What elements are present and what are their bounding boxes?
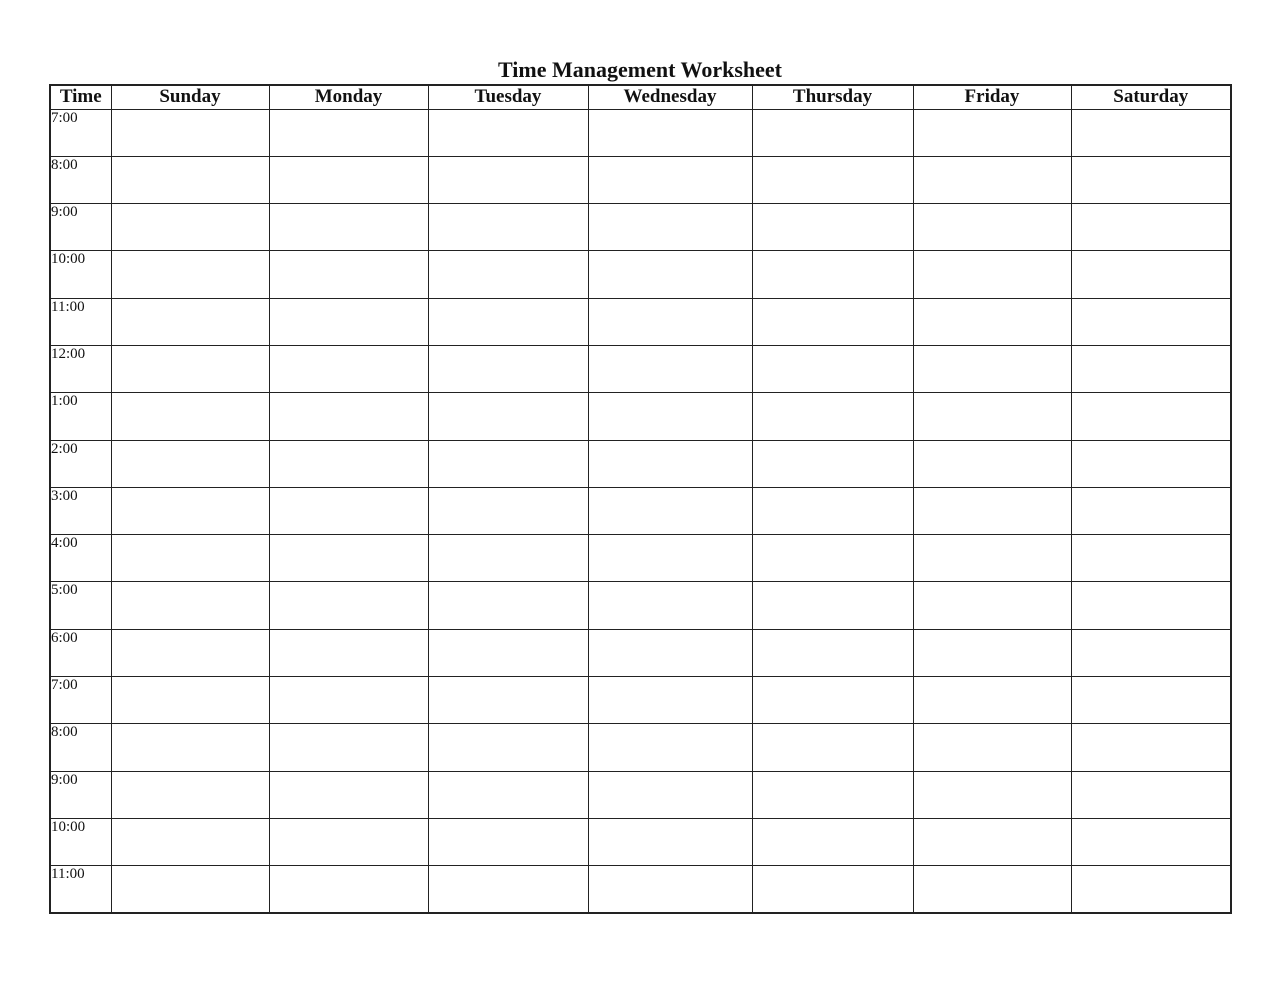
slot-cell-sunday[interactable] bbox=[111, 345, 269, 392]
table-row bbox=[50, 818, 1231, 865]
time-column-header: Time bbox=[50, 85, 111, 109]
slot-cell-monday[interactable] bbox=[269, 677, 428, 724]
slot-cell-friday[interactable] bbox=[913, 109, 1071, 156]
slot-cell-thursday[interactable] bbox=[752, 204, 913, 251]
slot-cell-friday[interactable] bbox=[913, 487, 1071, 534]
slot-cell-monday[interactable] bbox=[269, 582, 428, 629]
slot-cell-sunday[interactable] bbox=[111, 629, 269, 676]
slot-cell-wednesday[interactable] bbox=[588, 156, 752, 203]
slot-cell-thursday[interactable] bbox=[752, 629, 913, 676]
slot-cell-saturday[interactable] bbox=[1071, 629, 1231, 676]
slot-cell-sunday[interactable] bbox=[111, 582, 269, 629]
slot-cell-monday[interactable] bbox=[269, 251, 428, 298]
slot-cell-saturday[interactable] bbox=[1071, 156, 1231, 203]
table-row bbox=[50, 345, 1231, 392]
slot-cell-saturday[interactable] bbox=[1071, 393, 1231, 440]
time-label: 7:00 bbox=[50, 109, 111, 156]
slot-cell-monday[interactable] bbox=[269, 204, 428, 251]
time-label: 7:00 bbox=[50, 677, 111, 724]
slot-cell-thursday[interactable] bbox=[752, 393, 913, 440]
slot-cell-tuesday[interactable] bbox=[428, 393, 588, 440]
slot-cell-monday[interactable] bbox=[269, 629, 428, 676]
slot-cell-sunday[interactable] bbox=[111, 724, 269, 771]
slot-cell-friday[interactable] bbox=[913, 156, 1071, 203]
slot-cell-sunday[interactable] bbox=[111, 818, 269, 865]
slot-cell-tuesday[interactable] bbox=[428, 771, 588, 818]
table-row bbox=[50, 298, 1231, 345]
slot-cell-monday[interactable] bbox=[269, 298, 428, 345]
slot-cell-friday[interactable] bbox=[913, 771, 1071, 818]
time-label: 3:00 bbox=[50, 487, 111, 534]
day-header-thursday: Thursday bbox=[752, 85, 913, 109]
slot-cell-wednesday[interactable] bbox=[588, 866, 752, 913]
slot-cell-friday[interactable] bbox=[913, 535, 1071, 582]
worksheet-title: Time Management Worksheet bbox=[498, 57, 782, 82]
slot-cell-wednesday[interactable] bbox=[588, 251, 752, 298]
table-row bbox=[50, 535, 1231, 582]
slot-cell-wednesday[interactable] bbox=[588, 629, 752, 676]
slot-cell-sunday[interactable] bbox=[111, 109, 269, 156]
slot-cell-tuesday[interactable] bbox=[428, 440, 588, 487]
table-row bbox=[50, 440, 1231, 487]
slot-cell-sunday[interactable] bbox=[111, 771, 269, 818]
table-row bbox=[50, 677, 1231, 724]
time-label: 2:00 bbox=[50, 440, 111, 487]
slot-cell-thursday[interactable] bbox=[752, 866, 913, 913]
slot-cell-monday[interactable] bbox=[269, 440, 428, 487]
slot-cell-tuesday[interactable] bbox=[428, 866, 588, 913]
slot-cell-sunday[interactable] bbox=[111, 251, 269, 298]
slot-cell-sunday[interactable] bbox=[111, 204, 269, 251]
slot-cell-wednesday[interactable] bbox=[588, 109, 752, 156]
time-label: 10:00 bbox=[50, 818, 111, 865]
slot-cell-saturday[interactable] bbox=[1071, 582, 1231, 629]
table-row bbox=[50, 156, 1231, 203]
slot-cell-thursday[interactable] bbox=[752, 582, 913, 629]
slot-cell-saturday[interactable] bbox=[1071, 109, 1231, 156]
slot-cell-thursday[interactable] bbox=[752, 724, 913, 771]
day-header-sunday: Sunday bbox=[111, 85, 269, 109]
slot-cell-tuesday[interactable] bbox=[428, 677, 588, 724]
slot-cell-monday[interactable] bbox=[269, 487, 428, 534]
slot-cell-saturday[interactable] bbox=[1071, 440, 1231, 487]
slot-cell-tuesday[interactable] bbox=[428, 629, 588, 676]
slot-cell-monday[interactable] bbox=[269, 393, 428, 440]
slot-cell-tuesday[interactable] bbox=[428, 487, 588, 534]
schedule-body bbox=[50, 109, 1231, 913]
slot-cell-monday[interactable] bbox=[269, 724, 428, 771]
slot-cell-tuesday[interactable] bbox=[428, 345, 588, 392]
day-header-wednesday: Wednesday bbox=[588, 85, 752, 109]
table-row bbox=[50, 393, 1231, 440]
slot-cell-monday[interactable] bbox=[269, 818, 428, 865]
schedule-table bbox=[49, 84, 1232, 914]
slot-cell-wednesday[interactable] bbox=[588, 724, 752, 771]
slot-cell-sunday[interactable] bbox=[111, 866, 269, 913]
slot-cell-friday[interactable] bbox=[913, 866, 1071, 913]
slot-cell-monday[interactable] bbox=[269, 535, 428, 582]
slot-cell-thursday[interactable] bbox=[752, 677, 913, 724]
slot-cell-monday[interactable] bbox=[269, 156, 428, 203]
slot-cell-friday[interactable] bbox=[913, 582, 1071, 629]
slot-cell-thursday[interactable] bbox=[752, 440, 913, 487]
slot-cell-wednesday[interactable] bbox=[588, 345, 752, 392]
slot-cell-thursday[interactable] bbox=[752, 251, 913, 298]
slot-cell-saturday[interactable] bbox=[1071, 251, 1231, 298]
table-row bbox=[50, 582, 1231, 629]
slot-cell-wednesday[interactable] bbox=[588, 204, 752, 251]
slot-cell-friday[interactable] bbox=[913, 440, 1071, 487]
table-row bbox=[50, 771, 1231, 818]
slot-cell-friday[interactable] bbox=[913, 345, 1071, 392]
slot-cell-wednesday[interactable] bbox=[588, 677, 752, 724]
slot-cell-saturday[interactable] bbox=[1071, 771, 1231, 818]
slot-cell-sunday[interactable] bbox=[111, 440, 269, 487]
slot-cell-friday[interactable] bbox=[913, 298, 1071, 345]
time-label: 10:00 bbox=[50, 251, 111, 298]
table-row bbox=[50, 487, 1231, 534]
slot-cell-monday[interactable] bbox=[269, 109, 428, 156]
header-row bbox=[50, 85, 1231, 109]
slot-cell-saturday[interactable] bbox=[1071, 677, 1231, 724]
time-label: 4:00 bbox=[50, 535, 111, 582]
slot-cell-tuesday[interactable] bbox=[428, 535, 588, 582]
slot-cell-sunday[interactable] bbox=[111, 487, 269, 534]
slot-cell-friday[interactable] bbox=[913, 724, 1071, 771]
slot-cell-wednesday[interactable] bbox=[588, 818, 752, 865]
slot-cell-sunday[interactable] bbox=[111, 393, 269, 440]
slot-cell-saturday[interactable] bbox=[1071, 298, 1231, 345]
slot-cell-saturday[interactable] bbox=[1071, 487, 1231, 534]
slot-cell-saturday[interactable] bbox=[1071, 204, 1231, 251]
slot-cell-sunday[interactable] bbox=[111, 677, 269, 724]
time-label: 8:00 bbox=[50, 156, 111, 203]
slot-cell-saturday[interactable] bbox=[1071, 866, 1231, 913]
slot-cell-wednesday[interactable] bbox=[588, 771, 752, 818]
table-row bbox=[50, 724, 1231, 771]
slot-cell-tuesday[interactable] bbox=[428, 818, 588, 865]
slot-cell-thursday[interactable] bbox=[752, 487, 913, 534]
slot-cell-tuesday[interactable] bbox=[428, 298, 588, 345]
time-label: 8:00 bbox=[50, 724, 111, 771]
slot-cell-saturday[interactable] bbox=[1071, 818, 1231, 865]
time-label: 9:00 bbox=[50, 204, 111, 251]
slot-cell-thursday[interactable] bbox=[752, 156, 913, 203]
slot-cell-thursday[interactable] bbox=[752, 109, 913, 156]
slot-cell-thursday[interactable] bbox=[752, 771, 913, 818]
time-label: 9:00 bbox=[50, 771, 111, 818]
slot-cell-monday[interactable] bbox=[269, 345, 428, 392]
table-row bbox=[50, 204, 1231, 251]
day-header-friday: Friday bbox=[913, 85, 1071, 109]
slot-cell-thursday[interactable] bbox=[752, 345, 913, 392]
slot-cell-sunday[interactable] bbox=[111, 298, 269, 345]
slot-cell-tuesday[interactable] bbox=[428, 109, 588, 156]
time-label: 11:00 bbox=[50, 866, 111, 913]
slot-cell-friday[interactable] bbox=[913, 818, 1071, 865]
slot-cell-saturday[interactable] bbox=[1071, 345, 1231, 392]
day-header-saturday: Saturday bbox=[1071, 85, 1231, 109]
slot-cell-thursday[interactable] bbox=[752, 298, 913, 345]
day-header-tuesday: Tuesday bbox=[428, 85, 588, 109]
slot-cell-monday[interactable] bbox=[269, 771, 428, 818]
table-row bbox=[50, 629, 1231, 676]
slot-cell-thursday[interactable] bbox=[752, 818, 913, 865]
slot-cell-saturday[interactable] bbox=[1071, 535, 1231, 582]
slot-cell-friday[interactable] bbox=[913, 251, 1071, 298]
slot-cell-thursday[interactable] bbox=[752, 535, 913, 582]
slot-cell-tuesday[interactable] bbox=[428, 204, 588, 251]
time-label: 6:00 bbox=[50, 629, 111, 676]
slot-cell-monday[interactable] bbox=[269, 866, 428, 913]
slot-cell-friday[interactable] bbox=[913, 393, 1071, 440]
slot-cell-wednesday[interactable] bbox=[588, 582, 752, 629]
slot-cell-friday[interactable] bbox=[913, 677, 1071, 724]
day-header-monday: Monday bbox=[269, 85, 428, 109]
table-row bbox=[50, 866, 1231, 913]
table-row bbox=[50, 251, 1231, 298]
slot-cell-wednesday[interactable] bbox=[588, 440, 752, 487]
time-label: 5:00 bbox=[50, 582, 111, 629]
slot-cell-wednesday[interactable] bbox=[588, 535, 752, 582]
time-label: 12:00 bbox=[50, 345, 111, 392]
slot-cell-saturday[interactable] bbox=[1071, 724, 1231, 771]
slot-cell-tuesday[interactable] bbox=[428, 724, 588, 771]
slot-cell-wednesday[interactable] bbox=[588, 487, 752, 534]
slot-cell-tuesday[interactable] bbox=[428, 251, 588, 298]
slot-cell-sunday[interactable] bbox=[111, 535, 269, 582]
slot-cell-sunday[interactable] bbox=[111, 156, 269, 203]
slot-cell-tuesday[interactable] bbox=[428, 582, 588, 629]
time-label: 1:00 bbox=[50, 393, 111, 440]
slot-cell-wednesday[interactable] bbox=[588, 393, 752, 440]
time-label: 11:00 bbox=[50, 298, 111, 345]
slot-cell-friday[interactable] bbox=[913, 629, 1071, 676]
slot-cell-friday[interactable] bbox=[913, 204, 1071, 251]
table-row bbox=[50, 109, 1231, 156]
slot-cell-wednesday[interactable] bbox=[588, 298, 752, 345]
slot-cell-tuesday[interactable] bbox=[428, 156, 588, 203]
